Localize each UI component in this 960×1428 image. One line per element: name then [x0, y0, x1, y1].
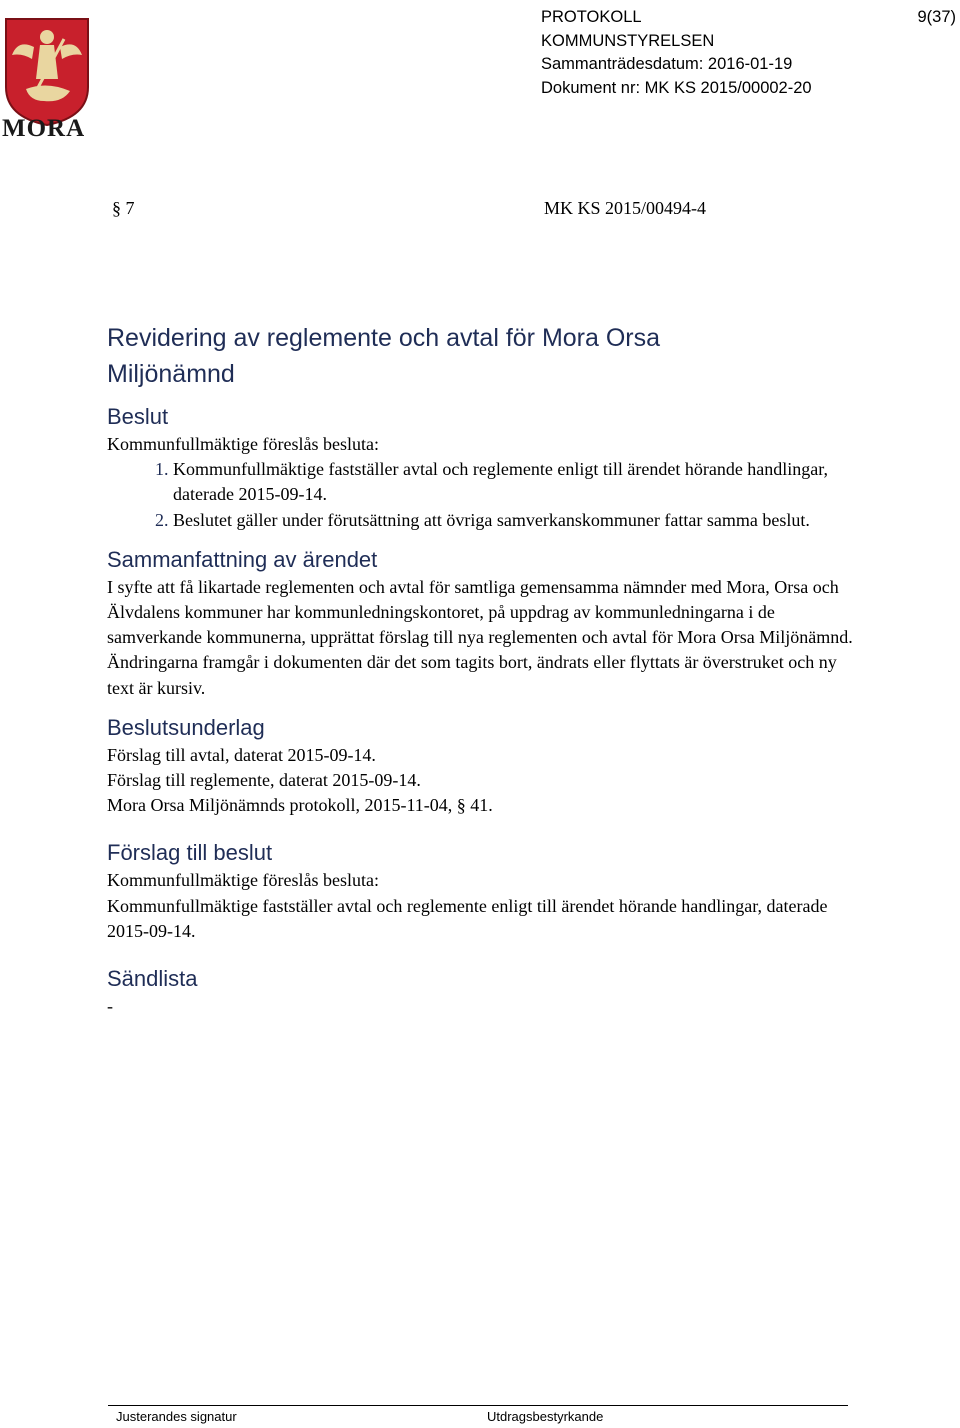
logo-wordmark: MORA	[2, 115, 86, 142]
beslut-list	[107, 457, 867, 533]
footer-signature-label: Justerandes signatur	[116, 1409, 237, 1424]
page-title: Revidering av reglemente och avtal för Mora Orsa Miljönämnd	[107, 324, 661, 388]
beslutsunderlag-item: Mora Orsa Miljönämnds protokoll, 2015-11-04, § 41.	[107, 795, 493, 816]
beslut-item: 2. Beslutet gäller under förutsättning att övriga samverkanskommuner fattar samma beslut.	[173, 508, 867, 533]
forslag-intro: Kommunfullmäktige föreslås besluta:	[107, 870, 379, 891]
header-organ: KOMMUNSTYRELSEN	[541, 31, 715, 50]
forslag-text: Kommunfullmäktige fastställer avtal och reglemente enligt till ärendet hörande handlingar, daterade 2015-09-14.	[107, 895, 828, 941]
document-body	[107, 320, 867, 1019]
beslut-heading: Beslut	[107, 404, 169, 429]
beslutsunderlag-heading: Beslutsunderlag	[107, 714, 265, 740]
document-header	[541, 6, 812, 100]
sandlista-heading: Sändlista	[107, 966, 198, 992]
sammanfattning-heading: Sammanfattning av ärendet	[107, 546, 378, 572]
page-number: 9(37)	[917, 8, 956, 26]
header-document-number: Dokument nr: MK KS 2015/00002-20	[541, 78, 812, 97]
sammanfattning-text: I syfte att få likartade reglementen och avtal för samtliga gemensamma nämnder med Mora, Orsa och Älvdalens kommuner har kommunledningskontoret, på uppdrag av kommunledningarna i de samverkande kommunerna, upprättat förslag till nya reglementen och avtal för Mora Orsa Miljönämnd. Ändringarna framgår i dokumenten där det som tagits bort, ändrats eller flyttats är överstruket och ny text är kursiv.	[107, 576, 853, 698]
header-meeting-date: Sammanträdesdatum: 2016-01-19	[541, 55, 793, 73]
footer-certification-label: Utdragsbestyrkande	[487, 1409, 604, 1424]
beslutsunderlag-item: Förslag till avtal, daterat 2015-09-14.	[107, 744, 376, 765]
beslut-intro: Kommunfullmäktige föreslås besluta:	[107, 434, 379, 454]
header-protocol: PROTOKOLL	[541, 8, 642, 26]
sandlista-text: -	[107, 996, 113, 1017]
paragraph-sign: § 7	[112, 198, 135, 218]
beslut-item: 1. Kommunfullmäktige fastställer avtal och reglemente enligt till ärendet hörande handlingar, daterade 2015-09-14.	[173, 457, 867, 507]
case-number: MK KS 2015/00494-4	[544, 198, 707, 218]
footer-divider	[108, 1405, 848, 1406]
beslutsunderlag-item: Förslag till reglemente, daterat 2015-09-14.	[107, 770, 421, 791]
forslag-heading: Förslag till beslut	[107, 840, 273, 866]
